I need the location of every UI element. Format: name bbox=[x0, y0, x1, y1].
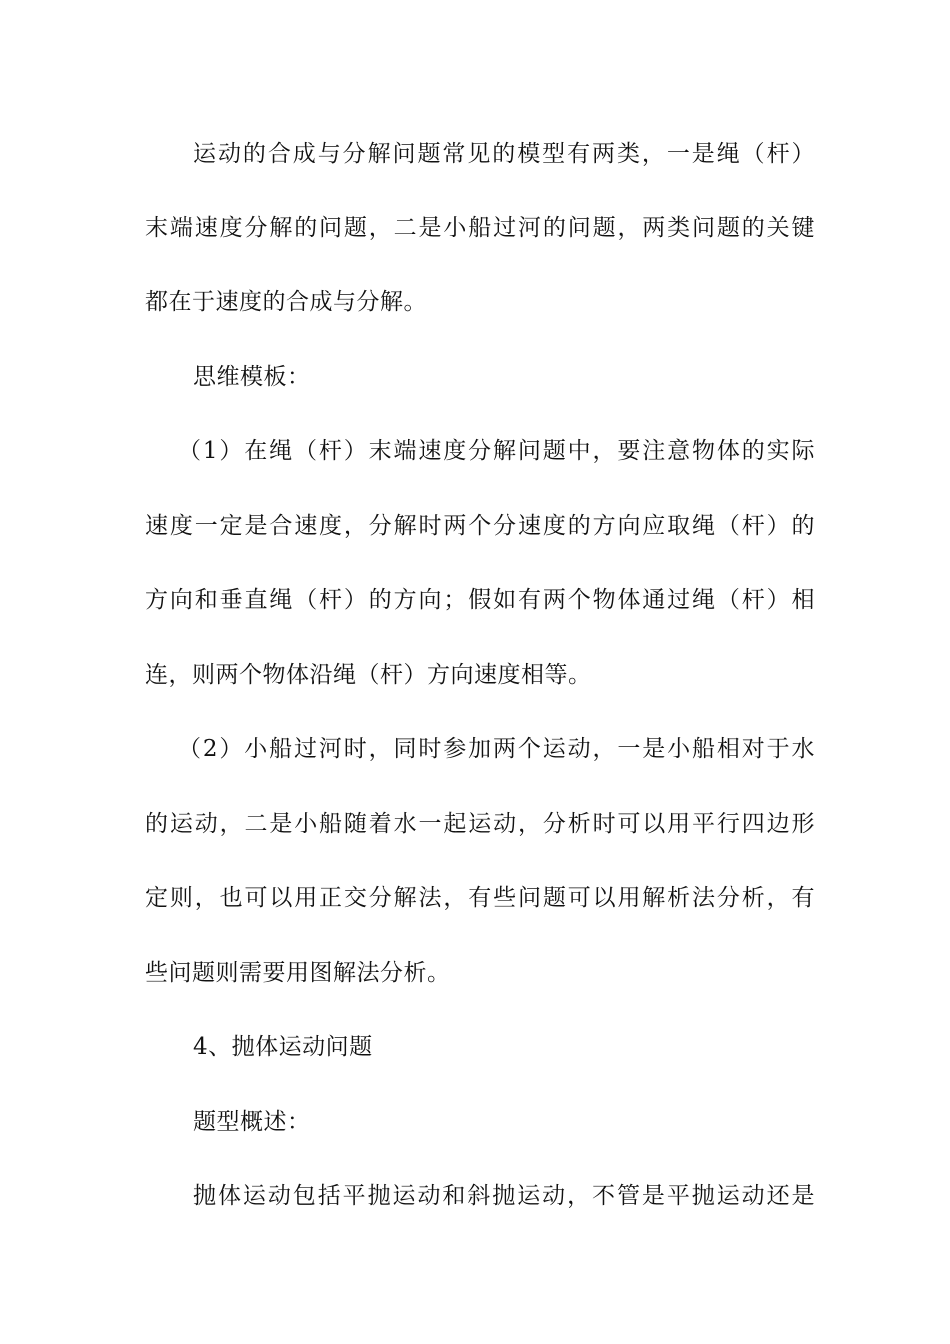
section-label: 思维模板： bbox=[193, 364, 311, 390]
paragraph-line: （2）小船过河时，同时参加两个运动，一是小船相对于水 bbox=[178, 736, 815, 762]
section-heading: 4、抛体运动问题 bbox=[193, 1034, 373, 1060]
paragraph-line: 些问题则需要用图解法分析。 bbox=[145, 960, 451, 986]
paragraph-line: 都在于速度的合成与分解。 bbox=[145, 289, 427, 315]
paragraph-line: 速度一定是合速度，分解时两个分速度的方向应取绳（杆）的 bbox=[145, 513, 815, 539]
paragraph-line: 的运动，二是小船随着水一起运动，分析时可以用平行四边形 bbox=[145, 811, 815, 837]
paragraph-line: 运动的合成与分解问题常见的模型有两类，一是绳（杆） bbox=[193, 141, 815, 167]
paragraph-line: 末端速度分解的问题，二是小船过河的问题，两类问题的关键 bbox=[145, 215, 815, 241]
section-label: 题型概述： bbox=[193, 1109, 311, 1135]
paragraph-line: 定则，也可以用正交分解法，有些问题可以用解析法分析，有 bbox=[145, 885, 815, 911]
paragraph-line: 方向和垂直绳（杆）的方向；假如有两个物体通过绳（杆）相 bbox=[145, 587, 815, 613]
paragraph-line: 连，则两个物体沿绳（杆）方向速度相等。 bbox=[145, 662, 592, 688]
paragraph-line: （1）在绳（杆）末端速度分解问题中，要注意物体的实际 bbox=[178, 438, 815, 464]
paragraph-line: 抛体运动包括平抛运动和斜抛运动，不管是平抛运动还是 bbox=[193, 1183, 815, 1209]
